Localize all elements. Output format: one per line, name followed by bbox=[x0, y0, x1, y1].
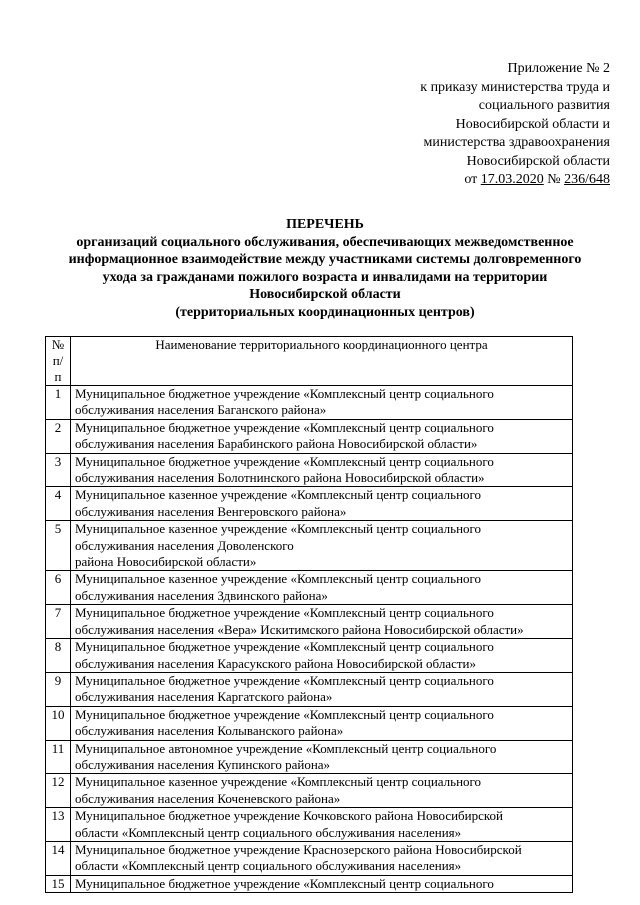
organization-name-line: Муниципальное бюджетное учреждение «Комплексный центр социального bbox=[75, 875, 494, 891]
appendix-line-6: Новосибирской области bbox=[466, 153, 610, 169]
table-row bbox=[46, 386, 573, 420]
row-number: 14 bbox=[46, 841, 71, 875]
table-row bbox=[46, 605, 573, 639]
organization-name-line: Муниципальное бюджетное учреждение «Комплексный центр социального bbox=[75, 419, 494, 435]
row-number: 2 bbox=[46, 419, 71, 453]
table-row bbox=[46, 740, 573, 774]
table-row bbox=[46, 571, 573, 605]
coordination-centers-table bbox=[45, 336, 573, 893]
row-organization-name bbox=[71, 419, 573, 453]
row-number: 11 bbox=[46, 740, 71, 774]
row-organization-name bbox=[71, 521, 573, 571]
organization-name-line: Муниципальное бюджетное учреждение «Комплексный центр социального bbox=[75, 453, 494, 469]
appendix-header bbox=[420, 60, 610, 190]
row-organization-name bbox=[71, 706, 573, 740]
table-row bbox=[46, 453, 573, 487]
organization-name-line: Муниципальное автономное учреждение «Комплексный центр социального bbox=[75, 740, 497, 756]
organization-name-line: Муниципальное бюджетное учреждение «Комплексный центр социального bbox=[75, 386, 494, 401]
title-heading: ПЕРЕЧЕНЬ bbox=[286, 217, 364, 232]
row-number: 5 bbox=[46, 521, 71, 571]
organization-name-line: Муниципальное бюджетное учреждение «Комплексный центр социального bbox=[75, 605, 494, 621]
appendix-line-2: к приказу министерства труда и bbox=[420, 79, 610, 95]
organization-name-line: Муниципальное казенное учреждение «Комплексный центр социального bbox=[75, 774, 482, 790]
column-header-number bbox=[46, 337, 71, 386]
table-row bbox=[46, 672, 573, 706]
organization-name-line: Муниципальное бюджетное учреждение «Комплексный центр социального bbox=[75, 672, 494, 688]
title-line: организаций социального обслуживания, обеспечивающих межведомственное bbox=[76, 234, 574, 250]
row-organization-name bbox=[71, 386, 573, 420]
row-organization-name bbox=[71, 740, 573, 774]
table-row bbox=[46, 487, 573, 521]
organization-name-line: Муниципальное казенное учреждение «Комплексный центр социального bbox=[75, 521, 482, 537]
table-row bbox=[46, 875, 573, 892]
date-prefix: от bbox=[464, 172, 481, 187]
row-number: 7 bbox=[46, 605, 71, 639]
table-row bbox=[46, 706, 573, 740]
appendix-line-4: Новосибирской области и bbox=[455, 116, 610, 132]
row-number: 9 bbox=[46, 672, 71, 706]
document-title bbox=[30, 216, 620, 321]
row-number: 1 bbox=[46, 386, 71, 420]
table-row bbox=[46, 639, 573, 673]
organization-name-line: обслуживания населения Баганского района» bbox=[75, 402, 327, 418]
organization-name-line: обслуживания населения Доволенского bbox=[75, 537, 294, 553]
table-row bbox=[46, 521, 573, 571]
organization-name-line: обслуживания населения «Вера» Искитимского района Новосибирской области» bbox=[75, 621, 524, 637]
row-organization-name bbox=[71, 571, 573, 605]
row-organization-name bbox=[71, 774, 573, 808]
organization-name-line: Муниципальное бюджетное учреждение Краснозерского района Новосибирской bbox=[75, 841, 522, 857]
organization-name-line: района Новосибирской области» bbox=[75, 554, 257, 570]
organization-name-line: обслуживания населения Болотнинского района Новосибирской области» bbox=[75, 470, 485, 486]
appendix-line-3: социального развития bbox=[478, 98, 610, 113]
column-header-number-abbr: п/п bbox=[52, 353, 64, 384]
column-header-name: Наименование территориального координационного центра bbox=[71, 337, 573, 386]
table-row bbox=[46, 774, 573, 808]
organization-name-line: области «Комплексный центр социального обслуживания населения» bbox=[75, 824, 462, 840]
row-organization-name bbox=[71, 453, 573, 487]
organization-name-line: обслуживания населения Каргатского района» bbox=[75, 689, 333, 705]
row-number: 3 bbox=[46, 453, 71, 487]
row-number: 15 bbox=[46, 875, 71, 892]
organization-name-line: Муниципальное бюджетное учреждение «Комплексный центр социального bbox=[75, 706, 494, 722]
title-line: ухода за гражданами пожилого возраста и инвалидами на территории bbox=[102, 269, 548, 285]
table-header-row bbox=[46, 337, 573, 386]
organization-name-line: обслуживания населения Карасукского района Новосибирской области» bbox=[75, 655, 477, 671]
row-organization-name bbox=[71, 605, 573, 639]
order-date: 17.03.2020 bbox=[480, 172, 544, 187]
organization-name-line: Муниципальное бюджетное учреждение «Комплексный центр социального bbox=[75, 639, 494, 655]
row-organization-name bbox=[71, 808, 573, 842]
appendix-line-1: Приложение № 2 bbox=[507, 61, 610, 76]
row-organization-name bbox=[71, 639, 573, 673]
row-organization-name bbox=[71, 672, 573, 706]
organization-name-line: обслуживания населения Барабинского района Новосибирской области» bbox=[75, 436, 478, 452]
organization-name-line: Муниципальное бюджетное учреждение Кочковского района Новосибирской bbox=[75, 808, 504, 824]
row-number: 4 bbox=[46, 487, 71, 521]
table-row bbox=[46, 419, 573, 453]
row-organization-name bbox=[71, 487, 573, 521]
row-number: 13 bbox=[46, 808, 71, 842]
organization-name-line: обслуживания населения Коченевского района» bbox=[75, 790, 341, 806]
title-line: (территориальных координационных центров) bbox=[175, 304, 475, 320]
row-number: 10 bbox=[46, 706, 71, 740]
title-line: Новосибирской области bbox=[249, 287, 401, 302]
row-number: 12 bbox=[46, 774, 71, 808]
organization-name-line: области «Комплексный центр социального обслуживания населения» bbox=[75, 858, 462, 874]
organization-name-line: Муниципальное казенное учреждение «Комплексный центр социального bbox=[75, 487, 482, 503]
appendix-line-5: министерства здравоохранения bbox=[423, 135, 610, 150]
organization-name-line: Муниципальное казенное учреждение «Комплексный центр социального bbox=[75, 571, 482, 587]
row-number: 6 bbox=[46, 571, 71, 605]
table-row bbox=[46, 808, 573, 842]
organization-name-line: обслуживания населения Венгеровского района» bbox=[75, 503, 347, 519]
column-header-number-sign: № bbox=[51, 337, 65, 352]
organization-name-line: обслуживания населения Купинского района» bbox=[75, 756, 331, 772]
order-date-line bbox=[420, 171, 610, 190]
table-row bbox=[46, 841, 573, 875]
title-line: информационное взаимодействие между участниками системы долговременного bbox=[68, 252, 582, 267]
number-prefix: № bbox=[543, 172, 565, 187]
row-organization-name bbox=[71, 841, 573, 875]
row-organization-name bbox=[71, 875, 573, 892]
row-number: 8 bbox=[46, 639, 71, 673]
organization-name-line: обслуживания населения Здвинского района» bbox=[75, 587, 328, 603]
organization-name-line: обслуживания населения Колыванского района» bbox=[75, 723, 344, 739]
order-number: 236/648 bbox=[564, 172, 610, 187]
